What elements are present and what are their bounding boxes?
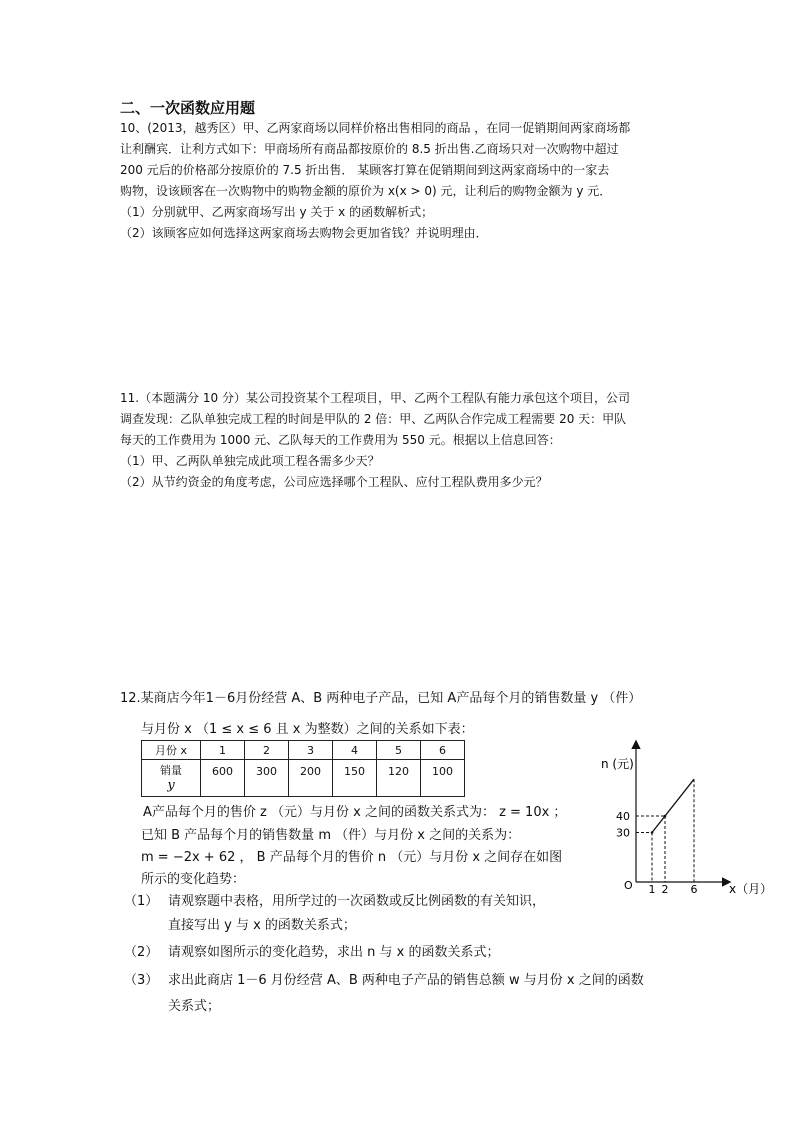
x-tick-label: 2 [661, 883, 669, 896]
q12-part-1-cont: 直接写出 y 与 x 的函数关系式； [168, 918, 356, 933]
q12-part-3-num: （3） [124, 973, 159, 988]
q11-sub-1: （1）甲、乙两队单独完成此项工程各需多少天？ [120, 454, 380, 468]
price-trend-graph [596, 736, 776, 906]
section-title: 二、一次函数应用题 [120, 99, 256, 117]
y-tick-label: 40 [616, 810, 630, 823]
q12-part-3-cont: 关系式； [168, 999, 221, 1014]
table-cell: 4 [333, 741, 377, 760]
q12-table-intro: 与月份 x （1 ≤ x ≤ 6 且 x 为整数）之间的关系如下表： [141, 722, 474, 737]
origin-label: O [624, 879, 633, 892]
table-cell: 5 [377, 741, 421, 760]
series-line-n [652, 779, 694, 832]
row-label-top: 销量 [160, 764, 182, 777]
q10-line-1: 10、(2013，越秀区）甲、乙两家商场以同样价格出售相同的商品 ，在同一促销期间两家商场都 [120, 121, 631, 135]
y-tick-label: 30 [616, 826, 630, 840]
table-cell: 600 [201, 760, 245, 797]
table-row-label [142, 760, 201, 797]
table-cell: 6 [421, 741, 465, 760]
table-row [142, 760, 465, 797]
x-tick-label: 6 [690, 883, 698, 896]
table-cell: 120 [377, 760, 421, 797]
table-row [142, 741, 465, 760]
sales-table [141, 740, 465, 797]
table-header-label: 月份 x [142, 741, 201, 760]
q12-part-1-text: 请观察题中表格，用所学过的一次函数或反比例函数的有关知识， [168, 894, 546, 909]
data-point [664, 815, 667, 818]
q11-line-2: 调查发现：乙队单独完成工程的时间是甲队的 2 倍：甲、乙两队合作完成工程需要 20 天：甲队 [120, 412, 627, 426]
q12-intro: 12.某商店今年1－6月份经营 A、B 两种电子产品，已知 A产品每个月的销售数量 y （件） [120, 691, 642, 706]
q12-part-2-num: （2） [124, 945, 159, 960]
table-cell: 2 [245, 741, 289, 760]
q12-part-1-num: （1） [124, 894, 159, 909]
q12-part-3-text: 求出此商店 1－6 月份经营 A、B 两种电子产品的销售总额 w 与月份 x 之间的函数 [168, 973, 644, 988]
x-tick-label: 1 [648, 883, 656, 896]
q10-sub-1: （1）分别就甲、乙两家商场写出 y 关于 x 的函数解析式； [120, 205, 434, 219]
q10-line-4: 购物，设该顾客在一次购物中的购物金额的原价为 x(x > 0) 元，让利后的购物金额为 y 元． [120, 184, 612, 198]
y-axis-label: n (元) [601, 757, 634, 771]
q11-line-1: 11.（本题满分 10 分）某公司投资某个工程项目，甲、乙两个工程队有能力承包这个项目，公司 [120, 391, 630, 405]
q12-line-4: 所示的变化趋势： [141, 872, 246, 887]
table-cell: 3 [289, 741, 333, 760]
q12-line-1: A产品每个月的售价 z （元）与月份 x 之间的函数关系式为： z = 10x ； [143, 805, 567, 820]
q11-sub-2: （2）从节约资金的角度考虑，公司应选择哪个工程队、应付工程队费用多少元？ [120, 475, 548, 489]
table-cell: 100 [421, 760, 465, 797]
q10-line-2: 让利酬宾．让利方式如下：甲商场所有商品都按原价的 8.5 折出售.乙商场只对一次购物中超过 [120, 142, 619, 156]
table-cell: 200 [289, 760, 333, 797]
q11-line-3: 每天的工作费用为 1000 元、乙队每天的工作费用为 550 元。根据以上信息回答： [120, 433, 561, 447]
q12-line-2: 已知 B 产品每个月的销售数量 m （件）与月份 x 之间的关系为： [141, 828, 521, 843]
q12-line-3: m = −2x + 62 ， B 产品每个月的售价 n （元）与月份 x 之间存在如图 [141, 850, 563, 865]
q10-sub-2: （2）该顾客应如何选择这两家商场去购物会更加省钱？并说明理由． [120, 226, 488, 240]
table-cell: 300 [245, 760, 289, 797]
x-axis-label: x（月） [729, 882, 773, 896]
table-cell: 1 [201, 741, 245, 760]
data-point [651, 831, 654, 834]
row-label-bottom: y [167, 778, 175, 793]
q12-part-2-text: 请观察如图所示的变化趋势，求出 n 与 x 的函数关系式； [168, 945, 500, 960]
table-cell: 150 [333, 760, 377, 797]
q10-line-3: 200 元后的价格部分按原价的 7.5 折出售． 某顾客打算在促销期间到这两家商场中的一家去 [120, 163, 610, 177]
